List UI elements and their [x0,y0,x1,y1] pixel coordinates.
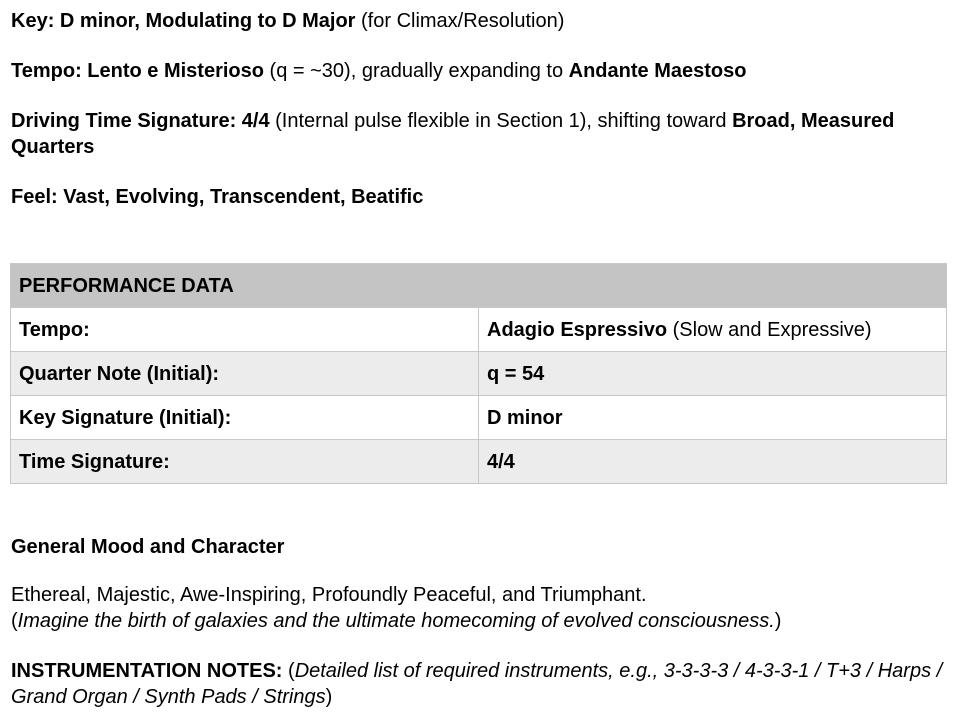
tempo-label: Tempo: Lento e Misterioso [11,60,264,82]
mood-line-2 [11,608,946,634]
row-value-bold: q = 54 [487,362,545,385]
instrumentation-label: INSTRUMENTATION NOTES: [11,660,283,682]
row-label: Quarter Note (Initial): [11,352,479,396]
time-signature-label: Driving Time Signature: 4/4 [11,110,270,132]
row-value [479,308,947,352]
row-value-bold: Adagio Espressivo [487,318,668,341]
row-value-rest: (Slow and Expressive) [667,318,872,341]
tempo-end: Andante Maestoso [568,60,747,82]
table-row [11,308,947,352]
mood-paren-close: ) [774,610,782,632]
mood-heading-text: General Mood and Character [11,536,285,558]
instrumentation-close: ) [325,686,333,708]
feel-label: Feel: Vast, Evolving, Transcendent, Beatific [11,186,424,208]
table-row [11,352,947,396]
row-value-bold: D minor [487,406,563,429]
instrumentation-list: Detailed list of required instruments, e.g., 3-3-3-3 / 4-3-3-1 / T+3 / Harps / Grand Organ / Synth Pads / Strings [11,660,943,708]
key-note: (for Climax/Resolution) [355,10,565,32]
row-value [479,440,947,484]
mood-line-1: Ethereal, Majestic, Awe-Inspiring, Profoundly Peaceful, and Triumphant. [11,584,647,606]
row-label: Tempo: [11,308,479,352]
instrumentation-notes [11,658,946,710]
instrumentation-open: ( [282,660,295,682]
tempo-line [11,58,946,84]
performance-data-table [10,263,947,484]
row-label: Key Signature (Initial): [11,396,479,440]
time-signature-mid: (Internal pulse flexible in Section 1), shifting toward [269,110,733,132]
time-signature-end: Broad, Measured Quarters [11,110,895,158]
mood-heading [11,534,946,560]
feel-line [11,184,946,210]
performance-data-title: PERFORMANCE DATA [11,264,947,308]
row-value [479,396,947,440]
key-label: Key: D minor, Modulating to D Major [11,10,356,32]
time-signature-line [11,108,946,160]
table-header-row [11,264,947,308]
row-value [479,352,947,396]
table-row [11,440,947,484]
mood-paren-open: ( [11,610,18,632]
tempo-mid: (q = ~30), gradually expanding to [263,60,569,82]
table-row [11,396,947,440]
row-value-bold: 4/4 [487,450,515,473]
mood-italic: Imagine the birth of galaxies and the ultimate homecoming of evolved consciousness. [17,610,775,632]
row-label: Time Signature: [11,440,479,484]
key-line [11,8,946,34]
